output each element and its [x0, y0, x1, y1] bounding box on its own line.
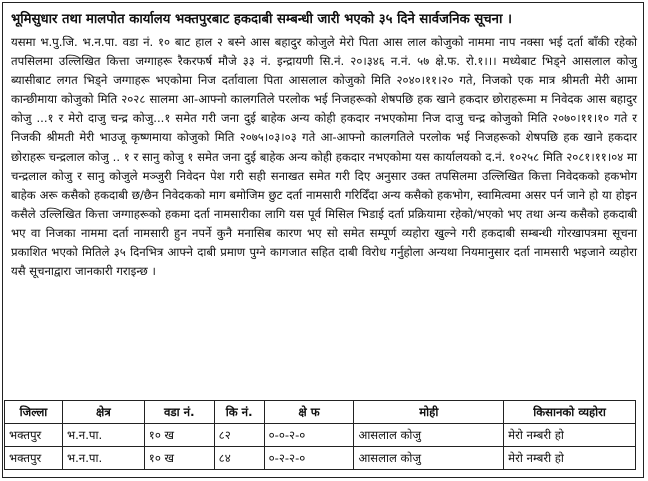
cell-district: भक्तपुर: [5, 424, 63, 447]
table-row: [5, 424, 636, 447]
header-farmer-remark: किसानको व्यहोरा: [504, 401, 636, 424]
cell-farmer-remark: मेरो नम्बरी हो: [504, 424, 636, 447]
header-land-area: क्षे फ: [264, 401, 354, 424]
cell-tenant: आसलाल कोजु: [354, 447, 504, 470]
header-ward: वडा नं.: [144, 401, 214, 424]
cell-district: भक्तपुर: [5, 447, 63, 470]
notice-body: यसमा भ.पु.जि. भ.न.पा. वडा नं. १० बाट हाल २ बस्ने आस बहादुर कोजुले मेरो पिता आस लाल कोजुको नाममा नाप नक्सा भई दर्ता बाँकी रहेको तपसिलमा उल्लिखित कित्ता जग्गाहरू रैकरफर्ष मौजे ३३ नं. इन्द्रायणी सि.नं. २०।३४६ न.नं. ५७ क्षे.फ. रो.१।।। मध्येबाट भिड्ने आसलाल कोजु ब्यासीबाट लगत भिड्ने जग्गाहरू भएकोमा निज दर्तावाला पिता आसलाल कोजुको मिति २०४०।११।२० गते, निजको एक मात्र श्रीमती मेरी आमा कान्छीमाया कोजुको मिति २०२८ सालमा आ-आफ्नो कालगतिले परलोक भई निजहरूको शेषपछि हक खाने हकदार छोराहरूमा म निवेदक आस बहादुर कोजु ...१ र मेरो दाजु चन्द्र कोजु...१ समेत गरी जना दुई बाहेक अन्य कोही हकदार नभएकोमा निज दाजु चन्द्र कोजुको मिति २०७०।११।१० गते र निजकी श्रीमती मेरी भाउजू कृष्णमाया कोजुको मिति २०७५।०३।०३ गते आ-आफ्नो कालगतिले परलोक भई निजहरूको शेषपछि हक खाने हकदार छोराहरू चन्द्रलाल कोजु .. १ र सानु कोजु १ समेत जना दुई बाहेक अन्य कोही हकदार नभएकोमा यस कार्यालयको द.नं. १०२५८ मिति २०८१।११।०४ मा चन्द्रलाल कोजु र सानु कोजुले मञ्जुरी निवेदन पेश गरी सही सनाखत समेत गरी दिए अनुसार उक्त तपसिलमा उल्लिखित कित्ता निवेदकको हकभोग बाहेक अरू कसैको हकदाबी छ/छैन निवेदकको माग बमोजिम छुट दर्ता नामसारी गरिदिँदा अन्य कसैको हकभोग, स्वामित्वमा असर पर्न जाने हो या होइन कसैले उल्लिखित कित्ता जग्गाहरूको हकमा दर्ता नामसारीका लागि यस पूर्व मिसिल भिडाई दर्ता प्रक्रियामा रहेको/भएको भए तथा अन्य कसैको हकदाबी भए वा निजका नाममा दर्ता नामसारी हुन नपर्ने कुनै मनासिब कारण भए सो समेत सम्पूर्ण व्यहोरा खुल्ने गरी हकदाबी सम्बन्धी गोरखापत्रमा सूचना प्रकाशित भएको मितिले ३५ दिनभित्र आफ्ने दाबी प्रमाण पुग्ने कागजात सहित दाबी विरोध गर्नुहोला अन्यथा नियमानुसार दर्ता नामसारी भइजाने व्यहोरा यसै सूचनाद्वारा जानकारी गराइन्छ ।: [11, 35, 637, 279]
cell-plot-number: ८४: [214, 447, 264, 470]
cell-area: भ.न.पा.: [62, 447, 144, 470]
cell-ward: १० ख: [144, 447, 214, 470]
cell-land-area: ०-२-२-०: [264, 447, 354, 470]
parcel-table: [4, 400, 636, 470]
cell-plot-number: ८२: [214, 424, 264, 447]
table-row: [5, 447, 636, 470]
header-district: जिल्ला: [5, 401, 63, 424]
table-header-row: [5, 401, 636, 424]
cell-tenant: आसलाल कोजु: [354, 424, 504, 447]
cell-area: भ.न.पा.: [62, 424, 144, 447]
cell-ward: १० ख: [144, 424, 214, 447]
header-plot-number: कि नं.: [214, 401, 264, 424]
header-tenant: मोही: [354, 401, 504, 424]
notice-title: भूमिसुधार तथा मालपोत कार्यालय भक्तपुरबाट हकदाबी सम्बन्धी जारी भएको ३५ दिने सार्वजनिक सूचना ।: [11, 12, 512, 27]
header-area: क्षेत्र: [62, 401, 144, 424]
cell-land-area: ०-०-२-०: [264, 424, 354, 447]
cell-farmer-remark: मेरो नम्बरी हो: [504, 447, 636, 470]
